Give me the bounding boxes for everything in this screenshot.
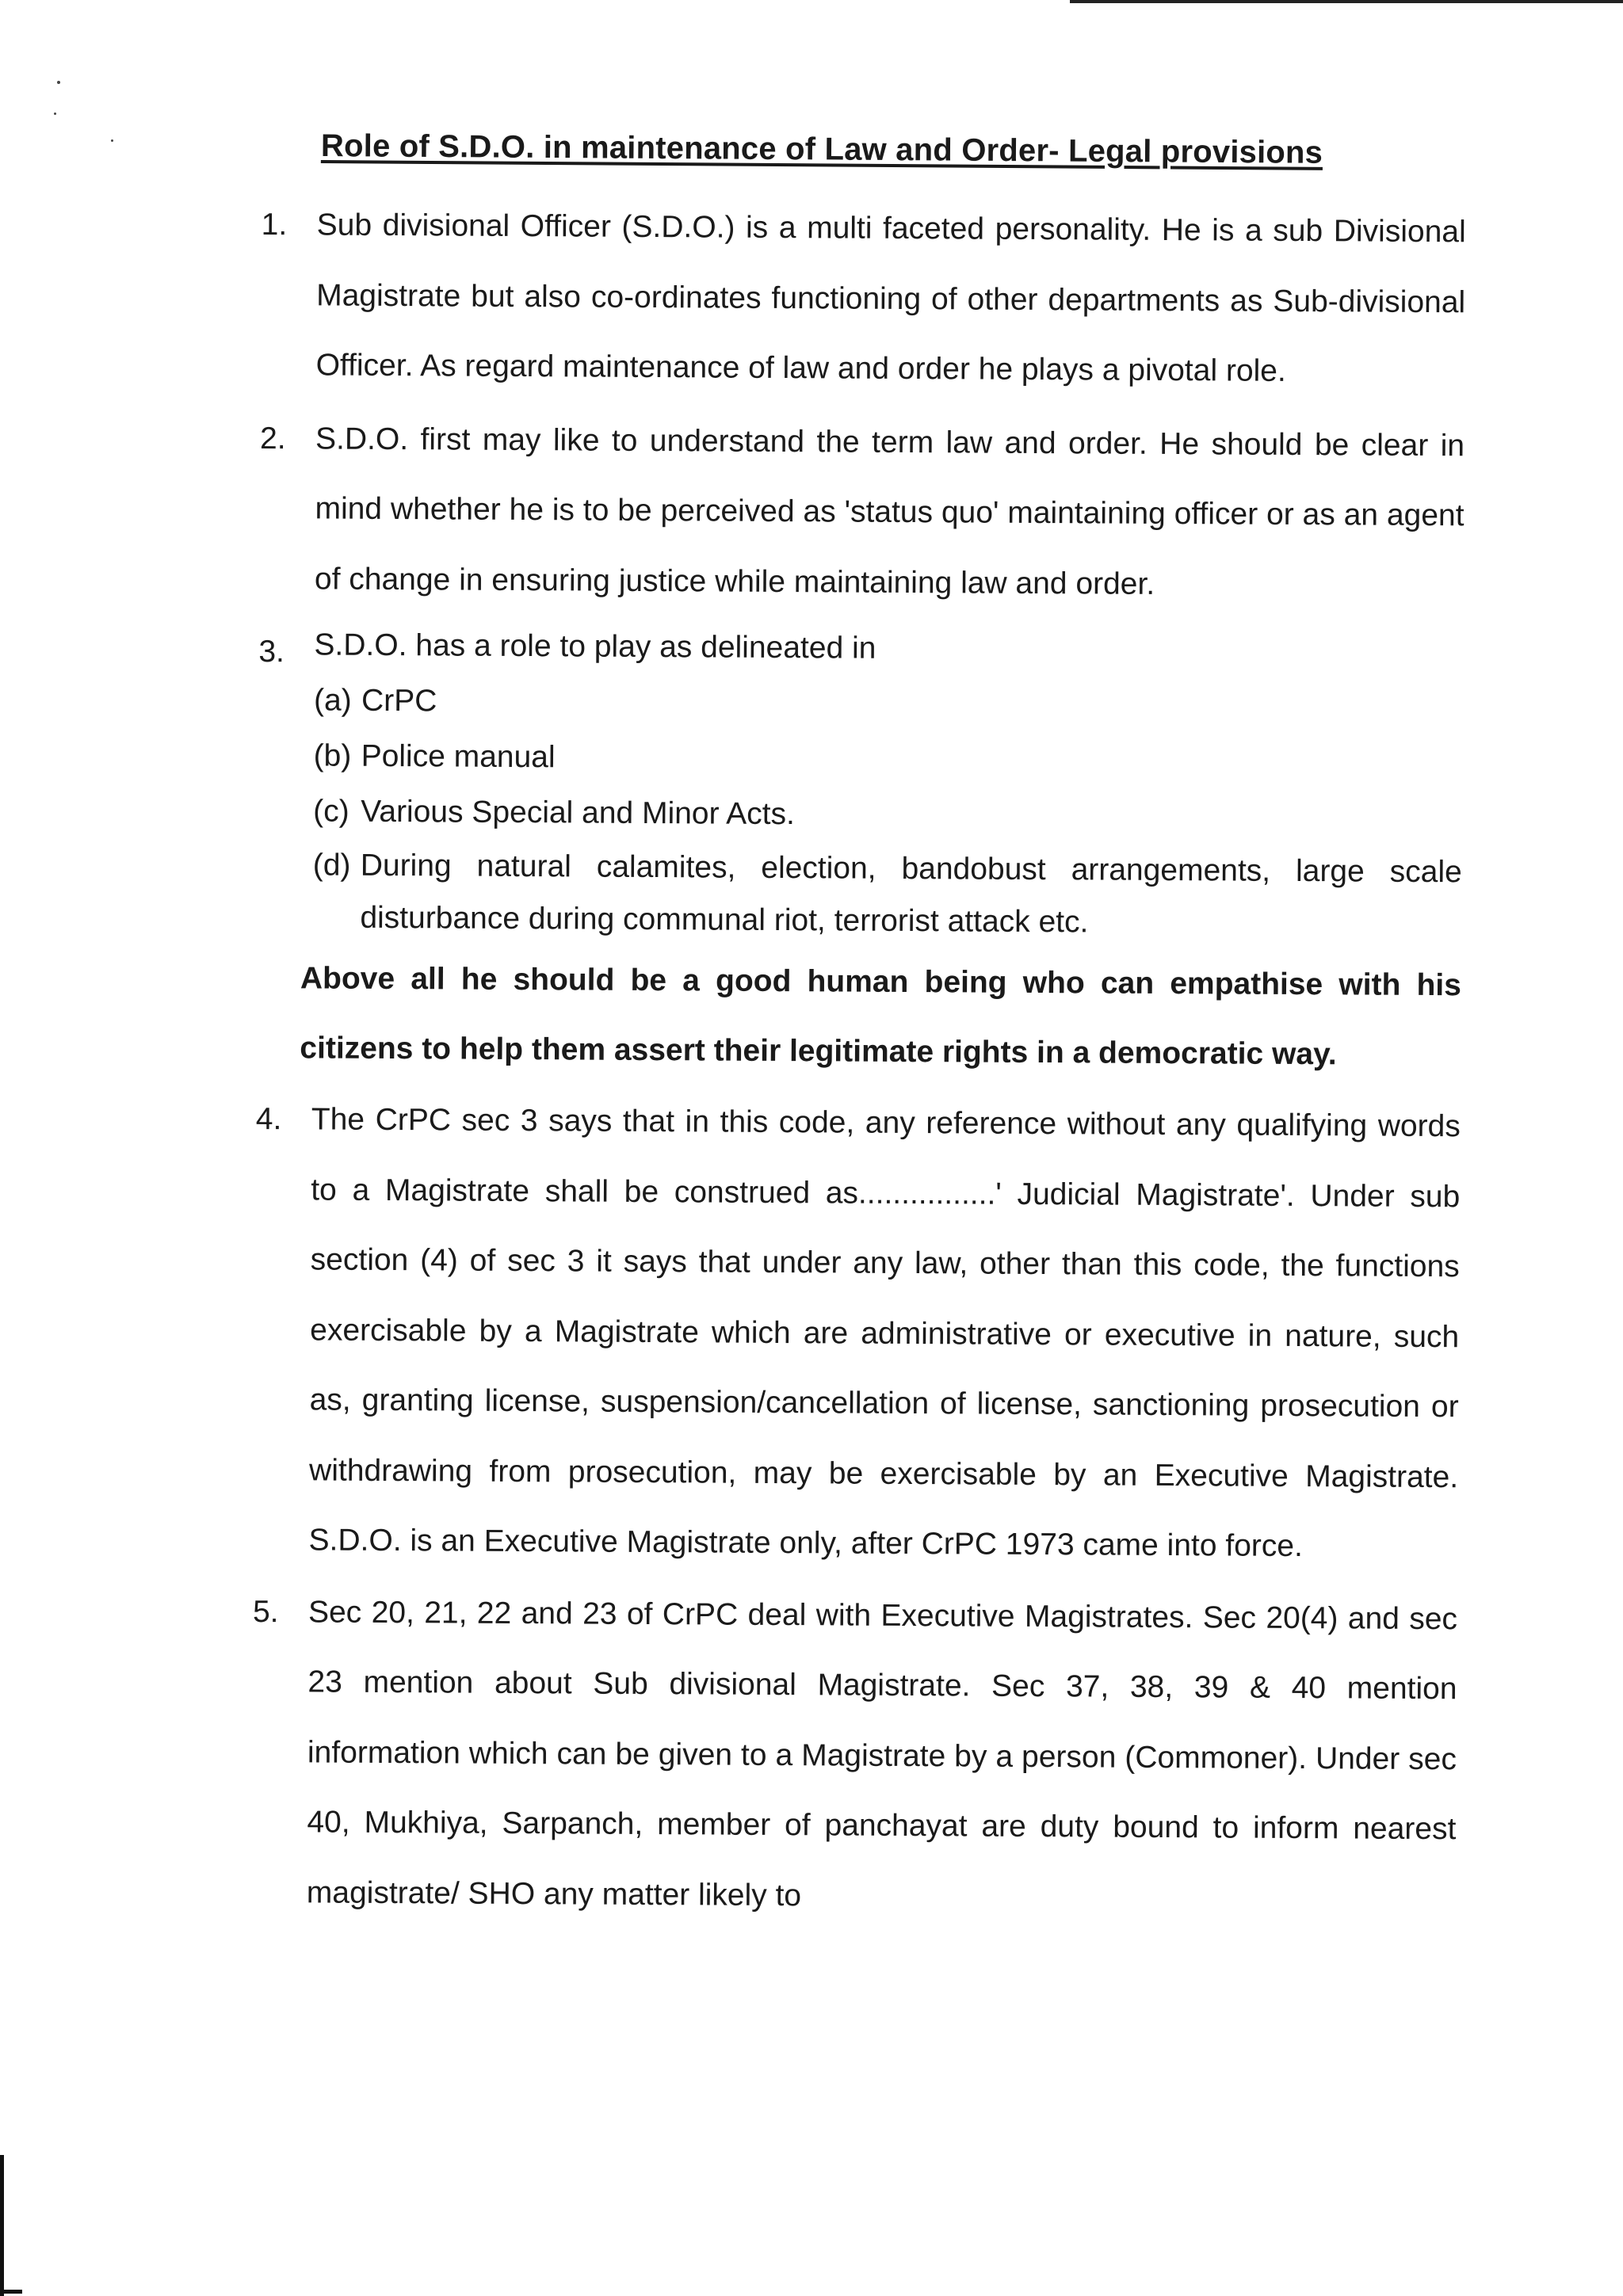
- sub-item-letter: (d): [312, 848, 351, 883]
- sub-item-text: During natural calamites, election, bandobust arrangements, large scale disturbance during communal riot, terrorist attack etc.: [360, 848, 1462, 940]
- sub-item-letter: (b): [313, 738, 352, 773]
- sub-list-item: [314, 673, 1463, 735]
- item-number: 1.: [261, 207, 288, 242]
- item-number: 5.: [252, 1594, 279, 1629]
- emphasis-text: Above all he should be a good human being who can empathise with his citizens to help them assert their legitimate rights in a democratic way.: [300, 961, 1462, 1072]
- item-text: Sub divisional Officer (S.D.O.) is a multi faceted personality. He is a sub Divisional Magistrate but also co-ordinates functioning of other departments as Sub-divisional Officer. As regard maintenance of law and order he plays a pivotal role.: [315, 208, 1466, 388]
- item-text: S.D.O. first may like to understand the term law and order. He should be clear in mind whether he is to be perceived as 'status quo' maintaining officer or as an agent of change in ensuring justice while maintaining law and order.: [314, 421, 1465, 601]
- item-text: S.D.O. has a role to play as delineated in: [314, 627, 876, 666]
- sub-item-letter: (a): [313, 683, 352, 718]
- scan-edge-mark: [0, 2155, 4, 2296]
- list-item: [259, 403, 1465, 621]
- item-number: 2.: [259, 421, 286, 456]
- item-number: 3.: [258, 634, 285, 669]
- sub-item-text: CrPC: [361, 683, 437, 719]
- scan-speck: [111, 139, 113, 142]
- emphasis-block: [256, 944, 1461, 1090]
- document-body: [251, 190, 1466, 1935]
- item-text: The CrPC sec 3 says that in this code, any reference without any qualifying words to a Magistrate shall be construed as................' Judicial Magistrate'. Under sub section (4) of sec 3 it says that under any law, other than this code, the functions exercisable by a Magistrate which are administrative or executive in nature, such as, granting license, suspension/cancellation of license, sanctioning prosecution or withdrawing from prosecution, may be exercisable by an Executive Magistrate. S.D.O. is an Executive Magistrate only, after CrPC 1973 came into force.: [308, 1102, 1461, 1564]
- sub-item-text: Various Special and Minor Acts.: [361, 794, 796, 832]
- scan-speck: [54, 113, 56, 115]
- sub-list: [312, 673, 1463, 951]
- item-text: Sec 20, 21, 22 and 23 of CrPC deal with Executive Magistrates. Sec 20(4) and sec 23 mention about Sub divisional Magistrate. Sec 37, 38, 39 & 40 mention information which can be given to a Magistrate by a person (Commoner). Under sec 40, Mukhiya, Sarpanch, member of panchayat are duty bound to inform nearest magistrate/ SHO any matter likely to: [306, 1594, 1458, 1913]
- list-item: [260, 190, 1466, 408]
- item-number: 4.: [255, 1101, 282, 1137]
- sub-item-text: Police manual: [361, 738, 556, 775]
- list-item: [251, 1577, 1458, 1935]
- sub-item-letter: (c): [313, 794, 349, 829]
- sub-list-item: [313, 784, 1462, 846]
- list-item: [253, 1085, 1461, 1583]
- document-title: Role of S.D.O. in maintenance of Law and Order- Legal provisions: [320, 128, 1323, 170]
- sub-list-item: [312, 839, 1462, 951]
- sub-list-item: [313, 728, 1462, 791]
- list-item: [257, 617, 1463, 951]
- scan-edge-mark-foot: [0, 2290, 22, 2294]
- scan-speck: [57, 81, 60, 84]
- scan-edge-line: [1070, 0, 1623, 3]
